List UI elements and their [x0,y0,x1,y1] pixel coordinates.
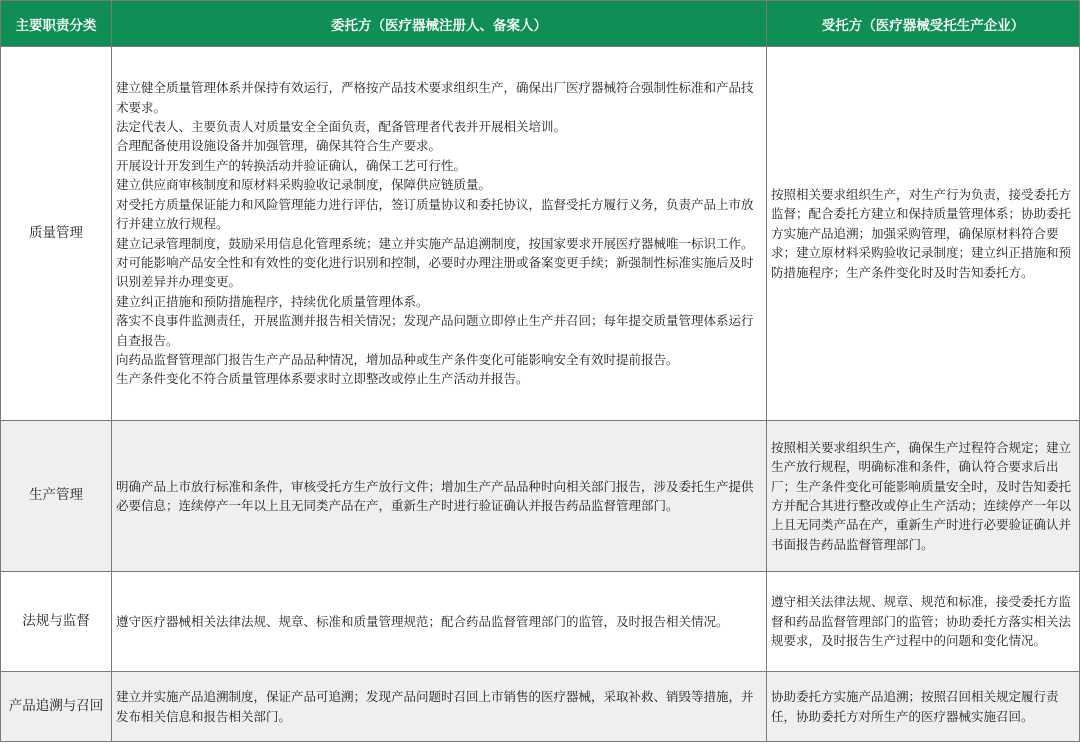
category-cell: 产品追溯与召回 [1,672,112,742]
header-contractor: 受托方（医疗器械受托生产企业） [767,1,1080,47]
client-item: 合理配备使用设施设备并加强管理，确保其符合生产要求。 [116,138,442,154]
client-item: 对受托方质量保证能力和风险管理能力进行评估，签订质量协议和委托协议，监督受托方履行义务，负责产品上市放行并建立放行规程。 [116,196,754,232]
table-row [1,421,1080,572]
client-item: 开展设计开发到生产的转换活动并验证确认，确保工艺可行性。 [116,157,467,173]
table-row [1,572,1080,672]
client-item: 建立健全质量管理体系并保持有效运行，严格按产品技术要求组织生产，确保出厂医疗器械符合强制性标准和产品技术要求。 [116,80,754,115]
category-cell: 生产管理 [1,421,112,572]
table-row [1,47,1080,421]
client-item: 落实不良事件监测责任，开展监测并报告相关情况；发现产品问题立即停止生产并召回；每年提交质量管理体系运行自查报告。 [116,313,754,348]
client-cell: 明确产品上市放行标准和条件，审核受托方生产放行文件；增加生产产品品种时向相关部门报告，涉及委托生产提供必要信息；连续停产一年以上且无同类产品在产，重新生产时进行验证确认并报告药品监督管理部门。 [112,421,767,572]
client-item: 法定代表人、主要负责人对质量安全全面负责，配备管理者代表并开展相关培训。 [116,119,567,135]
contractor-cell: 协助委托方实施产品追溯；按照召回相关规定履行责任，协助委托方对所生产的医疗器械实施召回。 [767,672,1080,742]
header-category: 主要职责分类 [1,1,112,47]
category-cell: 法规与监督 [1,572,112,672]
client-cell [112,47,767,421]
contractor-cell: 按照相关要求组织生产，对生产行为负责，接受委托方监督；配合委托方建立和保持质量管理体系；协助委托方实施产品追溯；加强采购管理，确保原材料符合要求；建立原材料采购验收记录制度；建立纠正措施和预防措施程序；生产条件变化时及时告知委托方。 [767,47,1080,421]
client-item: 建立供应商审核制度和原材料采购验收记录制度，保障供应链质量。 [116,177,492,193]
category-cell: 质量管理 [1,47,112,421]
client-item: 建立纠正措施和预防措施程序，持续优化质量管理体系。 [116,293,429,309]
client-item: 建立记录管理制度，鼓励采用信息化管理系统；建立并实施产品追溯制度，按国家要求开展医疗器械唯一标识工作。 [116,235,754,251]
client-cell: 遵守医疗器械相关法律法规、规章、标准和质量管理规范；配合药品监督管理部门的监管，及时报告相关情况。 [112,572,767,672]
client-cell: 建立并实施产品追溯制度，保证产品可追溯；发现产品问题时召回上市销售的医疗器械，采取补救、销毁等措施，并发布相关信息和报告相关部门。 [112,672,767,742]
client-item: 对可能影响产品安全性和有效性的变化进行识别和控制，必要时办理注册或备案变更手续；新强制性标准实施后及时识别差异并办理变更。 [116,254,754,290]
header-client: 委托方（医疗器械注册人、备案人） [112,1,767,47]
table-row [1,672,1080,742]
client-item: 向药品监督管理部门报告生产产品品种情况，增加品种或生产条件变化可能影响安全有效时提前报告。 [116,351,679,367]
client-item: 生产条件变化不符合质量管理体系要求时立即整改或停止生产活动并报告。 [116,371,529,387]
header-row [1,1,1080,47]
contractor-cell: 按照相关要求组织生产，确保生产过程符合规定；建立生产放行规程，明确标准和条件，确认符合要求后出厂；生产条件变化可能影响质量安全时，及时告知委托方并配合其进行整改或停止生产活动；连续停产一年以上且无同类产品在产，重新生产时进行必要验证确认并书面报告药品监督管理部门。 [767,421,1080,572]
contractor-cell: 遵守相关法律法规、规章、规范和标准，接受委托方监督和药品监督管理部门的监管；协助委托方落实相关法规要求，及时报告生产过程中的问题和变化情况。 [767,572,1080,672]
